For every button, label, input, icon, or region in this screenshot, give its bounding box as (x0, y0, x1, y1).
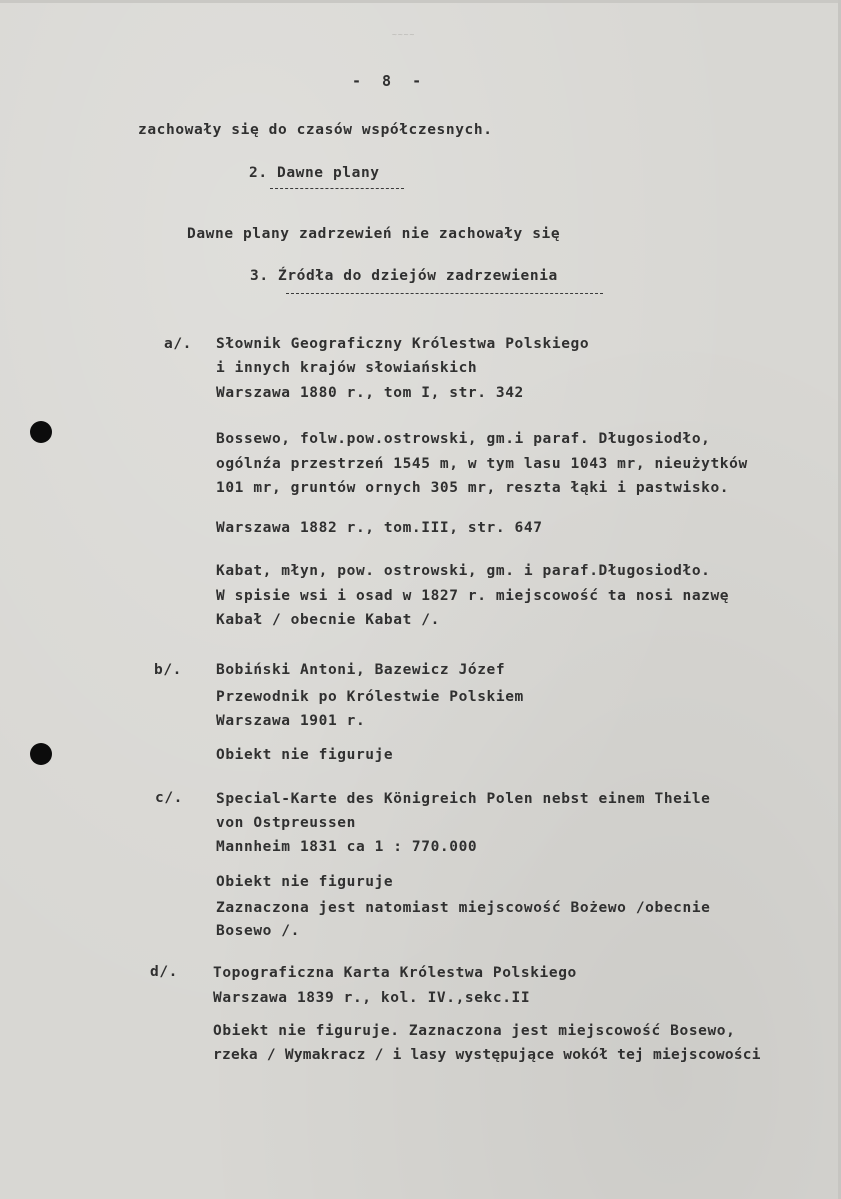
item-a-entry2-line-2: W spisie wsi i osad w 1827 r. miejscowość ta nosi nazwę (216, 588, 730, 604)
item-c-note-line-1: Obiekt nie figuruje (216, 874, 394, 890)
item-b-note: Obiekt nie figuruje (216, 747, 394, 763)
page-number: - 8 - (352, 72, 428, 90)
item-b-ref-line-2: Przewodnik po Królestwie Polskiem (216, 689, 524, 705)
intro-line: zachowały się do czasów współczesnych. (138, 122, 493, 138)
item-a-ref-line-1: Słownik Geograficzny Królestwa Polskiego (216, 336, 590, 352)
punch-hole-top (30, 421, 52, 443)
section2-heading-underline (270, 188, 404, 189)
item-b-ref-line-1: Bobiński Antoni, Bazewicz Józef (216, 662, 506, 678)
item-d-ref-line-1: Topograficzna Karta Królestwa Polskiego (213, 965, 577, 981)
item-c-marker: c/. (155, 790, 183, 806)
item-a-entry1-line-2: ogólnźa przestrzeń 1545 m, w tym lasu 1043 mr, nieużytków (216, 456, 748, 472)
punch-hole-bottom (30, 743, 52, 765)
section2-heading: 2. Dawne plany (249, 165, 380, 181)
item-a-ref-line-2: i innych krajów słowiańskich (216, 360, 478, 376)
item-d-note-line-2: rzeka / Wymakracz / i lasy występujące wokół tej miejscowości (213, 1047, 761, 1063)
item-d-marker: d/. (150, 964, 178, 980)
section3-heading-underline (286, 293, 603, 294)
item-a-entry1-line-1: Bossewo, folw.pow.ostrowski, gm.i paraf. Długosiodło, (216, 431, 711, 447)
item-a-entry1-line-3: 101 mr, gruntów ornych 305 mr, reszta łąki i pastwisko. (216, 480, 730, 496)
item-c-note-line-2: Zaznaczona jest natomiast miejscowość Bożewo /obecnie (216, 900, 711, 916)
item-c-ref-line-3: Mannheim 1831 ca 1 : 770.000 (216, 839, 478, 855)
item-b-marker: b/. (154, 662, 182, 678)
item-d-note-line-1: Obiekt nie figuruje. Zaznaczona jest miejscowość Bosewo, (213, 1023, 736, 1039)
item-c-ref-line-1: Special-Karte des Königreich Polen nebst einem Theile (216, 791, 711, 807)
item-a-marker: a/. (164, 336, 192, 352)
item-a-ref-line-3: Warszawa 1880 r., tom I, str. 342 (216, 385, 524, 401)
item-d-ref-line-2: Warszawa 1839 r., kol. IV.,sekc.II (213, 990, 531, 1006)
item-c-ref-line-2: von Ostpreussen (216, 815, 356, 831)
section3-heading: 3. Źródła do dziejów zadrzewienia (250, 268, 558, 284)
item-a-ref2: Warszawa 1882 r., tom.III, str. 647 (216, 520, 543, 536)
item-a-entry2-line-3: Kabał / obecnie Kabat /. (216, 612, 440, 628)
item-b-ref-line-3: Warszawa 1901 r. (216, 713, 366, 729)
faint-stamp-mark: ~~~~ (392, 30, 416, 39)
section2-text: Dawne plany zadrzewień nie zachowały się (187, 226, 561, 242)
item-a-entry2-line-1: Kabat, młyn, pow. ostrowski, gm. i paraf.Długosiodło. (216, 563, 711, 579)
item-c-note-line-3: Bosewo /. (216, 923, 300, 939)
page-edge-top (0, 0, 841, 3)
